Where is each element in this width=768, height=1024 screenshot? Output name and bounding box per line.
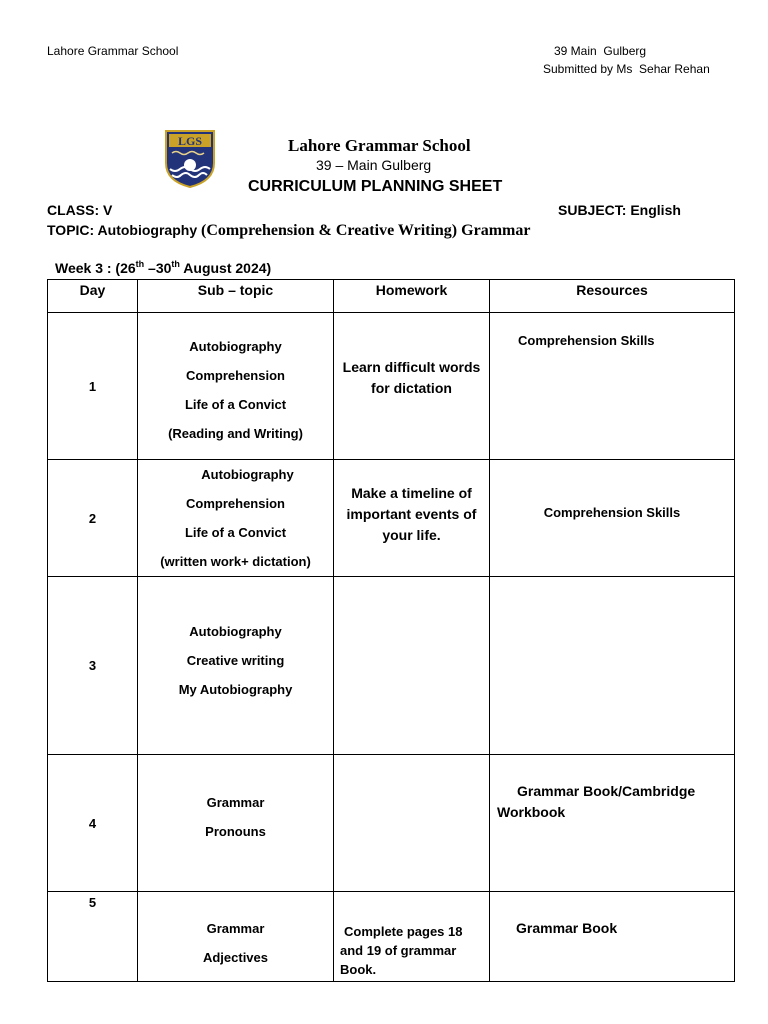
week-line [55, 260, 271, 276]
subtopic-line: My Autobiography [178, 682, 293, 697]
day-cell: 1 [48, 313, 138, 460]
topic-prefix: TOPIC: Autobiography [47, 222, 201, 238]
subtopic-line: Adjectives [202, 950, 269, 965]
resources-cell [490, 577, 735, 755]
resources-text: Grammar Book [516, 920, 618, 936]
header-school-name: Lahore Grammar School [47, 44, 179, 58]
subtopic-line: Comprehension [186, 496, 285, 511]
school-title: Lahore Grammar School [288, 136, 471, 155]
subtopic-line: Autobiography [189, 624, 282, 639]
sheet-title: CURRICULUM PLANNING SHEET [248, 178, 503, 195]
table-row [48, 460, 735, 577]
day-cell: 3 [48, 577, 138, 755]
homework-cell [334, 892, 490, 982]
day-cell: 4 [48, 755, 138, 892]
subtopic-cell [138, 313, 334, 460]
resources-text: Grammar Book/Cambridge Workbook [497, 783, 696, 820]
table-row [48, 577, 735, 755]
resources-cell [490, 460, 735, 577]
homework-text: Learn difficult words for dictation [342, 359, 481, 396]
week-prefix: Week 3 : (26 [55, 260, 136, 276]
subtopic-line: Autobiography [189, 339, 282, 354]
subtopic-line: (Reading and Writing) [168, 426, 303, 441]
week-suffix: August 2024) [179, 260, 272, 276]
table-row [48, 892, 735, 982]
subtopic-line: Life of a Convict [184, 397, 287, 412]
school-logo [164, 129, 216, 189]
subtopic-cell [138, 577, 334, 755]
table-header-row [48, 280, 735, 313]
topic-suffix: Grammar [457, 222, 531, 239]
subtopic-cell [138, 755, 334, 892]
svg-text:LGS: LGS [177, 134, 203, 148]
subtopic-line: Grammar [206, 795, 265, 810]
day-cell: 5 [48, 892, 138, 982]
school-address: 39 – Main Gulberg [316, 157, 432, 173]
day-cell: 2 [48, 460, 138, 577]
week-mid: –30 [144, 260, 172, 276]
homework-cell [334, 755, 490, 892]
resources-cell [490, 892, 735, 982]
week-sup-1: th [135, 259, 145, 269]
header-submitted-by: Submitted by Ms Sehar Rehan [543, 62, 710, 76]
resources-text: Comprehension Skills [518, 333, 655, 348]
week-sup-2: th [171, 259, 180, 269]
homework-cell [334, 313, 490, 460]
homework-text: Make a timeline of important events of your life. [346, 484, 477, 543]
topic-middle: (Comprehension & Creative Writing) [201, 222, 458, 239]
homework-cell [334, 577, 490, 755]
subtopic-line: Grammar [206, 921, 265, 936]
col-header-day: Day [48, 280, 138, 313]
subtopic-cell [138, 892, 334, 982]
col-header-subtopic: Sub – topic [138, 280, 334, 313]
subtopic-line: Creative writing [186, 653, 285, 668]
subtopic-cell [138, 460, 334, 577]
resources-cell [490, 755, 735, 892]
subtopic-line: Pronouns [205, 824, 266, 839]
col-header-homework: Homework [334, 280, 490, 313]
table-row [48, 313, 735, 460]
header-address: 39 Main Gulberg [554, 44, 647, 58]
table-row [48, 755, 735, 892]
planning-table [47, 279, 735, 982]
homework-text: Complete pages 18 and 19 of grammar Book. [340, 924, 463, 977]
subtopic-line: Autobiography [201, 467, 294, 482]
homework-cell [334, 460, 490, 577]
resources-text: Comprehension Skills [543, 504, 681, 520]
subject-label: SUBJECT: English [558, 202, 681, 218]
class-label: CLASS: V [47, 202, 113, 218]
subtopic-line: Life of a Convict [184, 525, 287, 540]
subtopic-line: (written work+ dictation) [160, 554, 311, 569]
topic-line [47, 222, 530, 240]
col-header-resources: Resources [490, 280, 735, 313]
resources-cell [490, 313, 735, 460]
subtopic-line: Comprehension [186, 368, 285, 383]
